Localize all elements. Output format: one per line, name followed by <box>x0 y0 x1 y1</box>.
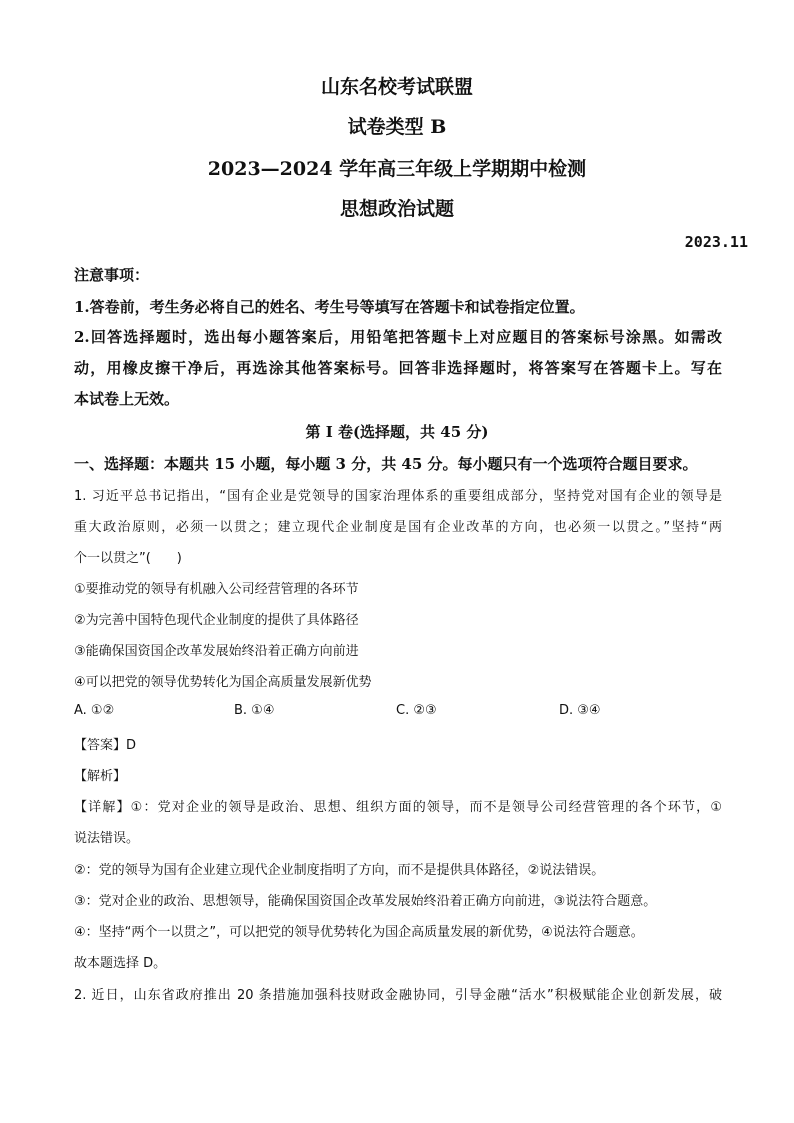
q1-option-c: C. ②③ <box>396 703 437 718</box>
notice-item-1: 1.答卷前，考生务必将自己的姓名、考生号等填写在答题卡和试卷指定位置。 <box>74 298 585 316</box>
q1-statement-2: ②为完善中国特色现代企业制度的提供了具体路径 <box>74 613 359 628</box>
q1-stem-line-3: 个一以贯之”( ) <box>74 551 182 566</box>
q1-analysis-label: 【解析】 <box>74 769 127 784</box>
q1-detail-2: ②：党的领导为国有企业建立现代企业制度指明了方向，而不是提供具体路径，②说法错误。 <box>74 863 605 878</box>
q1-statement-1: ①要推动党的领导有机融入公司经营管理的各环节 <box>74 582 359 597</box>
notice-heading: 注意事项： <box>74 266 150 284</box>
section-instruction: 一、选择题：本题共 15 小题，每小题 3 分，共 45 分。每小题只有一个选项符合题目要求。 <box>74 455 698 473</box>
notice-item-2-line-3: 本试卷上无效。 <box>74 390 180 408</box>
q1-statement-3: ③能确保国资国企改革发展始终沿着正确方向前进 <box>74 644 359 659</box>
q1-answer: 【答案】D <box>74 738 137 753</box>
q1-option-b: B. ①④ <box>234 703 275 718</box>
subject-title: 思想政治试题 <box>339 198 454 220</box>
q1-option-d: D. ③④ <box>559 703 601 718</box>
notice-item-2-line-1: 2.回答选择题时，选出每小题答案后，用铅笔把答题卡上对应题目的答案标号涂黑。如需改 <box>74 328 722 346</box>
paper-type: 试卷类型 B <box>347 116 447 138</box>
q2-stem-line-1: 2. 近日，山东省政府推出 20 条措施加强科技财政金融协同，引导金融“活水”积极赋能企业创新发展，破 <box>74 988 722 1003</box>
exam-date: 2023.11 <box>684 233 748 251</box>
q1-option-a: A. ①② <box>74 703 115 718</box>
notice-item-2-line-2: 动，用橡皮擦干净后，再选涂其他答案标号。回答非选择题时，将答案写在答题卡上。写在 <box>74 359 722 377</box>
q1-stem-line-2: 重大政治原则，必须一以贯之；建立现代企业制度是国有企业改革的方向，也必须一以贯之。”坚持“两 <box>74 520 722 535</box>
q1-detail-3: ③：党对企业的政治、思想领导，能确保国资国企改革发展始终沿着正确方向前进，③说法符合题意。 <box>74 894 657 909</box>
q1-options <box>74 703 722 723</box>
exam-title: 2023—2024 学年高三年级上学期期中检测 <box>207 158 587 180</box>
section-title: 第 I 卷(选择题，共 45 分) <box>305 423 489 441</box>
exam-league-title: 山东名校考试联盟 <box>320 76 473 98</box>
q1-stem-line-1: 1. 习近平总书记指出，“国有企业是党领导的国家治理体系的重要组成部分，坚持党对国有企业的领导是 <box>74 489 722 504</box>
q1-statement-4: ④可以把党的领导优势转化为国企高质量发展新优势 <box>74 675 372 690</box>
q1-detail-4: ④：坚持“两个一以贯之”，可以把党的领导优势转化为国企高质量发展的新优势，④说法符合题意。 <box>74 925 644 940</box>
q1-detail-line-1: 【详解】①：党对企业的领导是政治、思想、组织方面的领导，而不是领导公司经营管理的各个环节，① <box>74 800 722 815</box>
q1-conclusion: 故本题选择 D。 <box>74 956 167 971</box>
q1-detail-line-2: 说法错误。 <box>74 831 140 846</box>
